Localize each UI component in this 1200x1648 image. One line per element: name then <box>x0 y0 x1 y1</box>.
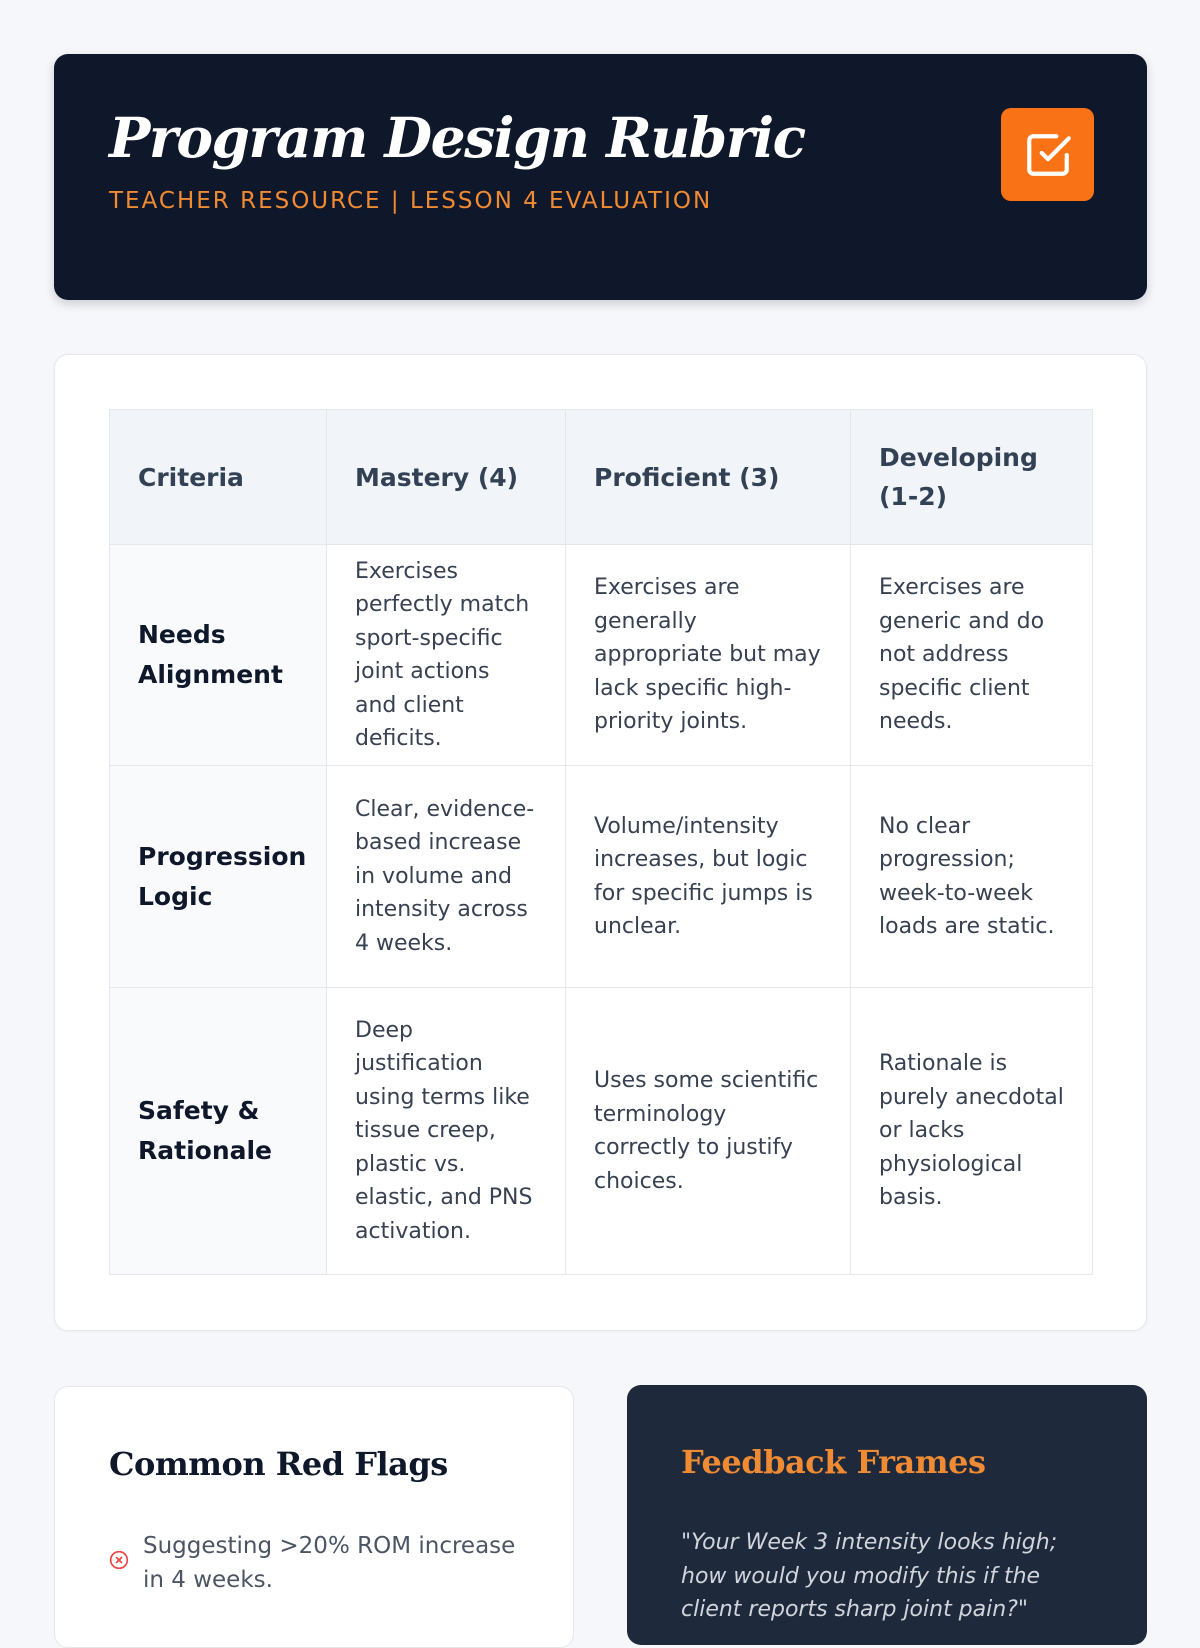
header-icon-badge <box>1001 108 1094 201</box>
table-row <box>110 545 1093 766</box>
column-header-criteria: Criteria <box>110 410 327 545</box>
page-subtitle: TEACHER RESOURCE | LESSON 4 EVALUATION <box>109 188 713 214</box>
feedback-frames-title: Feedback Frames <box>681 1443 986 1481</box>
developing-cell: No clear progression; week-to-week loads are static. <box>851 766 1093 988</box>
proficient-cell: Volume/intensity increases, but logic for specific jumps is unclear. <box>566 766 851 988</box>
rubric-table <box>109 409 1093 1275</box>
header-banner <box>54 54 1147 300</box>
criteria-cell: Progression Logic <box>110 766 327 988</box>
rubric-card <box>54 354 1147 1331</box>
developing-cell: Exercises are generic and do not address specific client needs. <box>851 545 1093 766</box>
column-header-developing: Developing (1-2) <box>851 410 1093 545</box>
mastery-cell: Deep justification using terms like tissue creep, plastic vs. elastic, and PNS activation. <box>327 988 566 1275</box>
table-row <box>110 766 1093 988</box>
column-header-mastery: Mastery (4) <box>327 410 566 545</box>
developing-cell: Rationale is purely anecdotal or lacks physiological basis. <box>851 988 1093 1275</box>
proficient-cell: Uses some scientific terminology correctly to justify choices. <box>566 988 851 1275</box>
red-flags-title: Common Red Flags <box>109 1445 448 1483</box>
page-title: Program Design Rubric <box>109 105 805 170</box>
x-circle-icon <box>109 1550 129 1570</box>
red-flags-card <box>54 1386 574 1648</box>
feedback-frames-card <box>627 1385 1147 1645</box>
table-row <box>110 988 1093 1275</box>
criteria-cell: Needs Alignment <box>110 545 327 766</box>
criteria-cell: Safety & Rationale <box>110 988 327 1275</box>
mastery-cell: Clear, evidence-based increase in volume and intensity across 4 weeks. <box>327 766 566 988</box>
proficient-cell: Exercises are generally appropriate but may lack specific high-priority joints. <box>566 545 851 766</box>
checkbox-edit-icon <box>1023 130 1073 180</box>
list-item <box>109 1529 529 1597</box>
red-flag-text: Suggesting >20% ROM increase in 4 weeks. <box>143 1533 516 1593</box>
table-header-row <box>110 410 1093 545</box>
feedback-quote: "Your Week 3 intensity looks high; how would you modify this if the client reports sharp joint pain?" <box>681 1530 1058 1622</box>
column-header-proficient: Proficient (3) <box>566 410 851 545</box>
mastery-cell: Exercises perfectly match sport-specific joint actions and client deficits. <box>327 545 566 766</box>
